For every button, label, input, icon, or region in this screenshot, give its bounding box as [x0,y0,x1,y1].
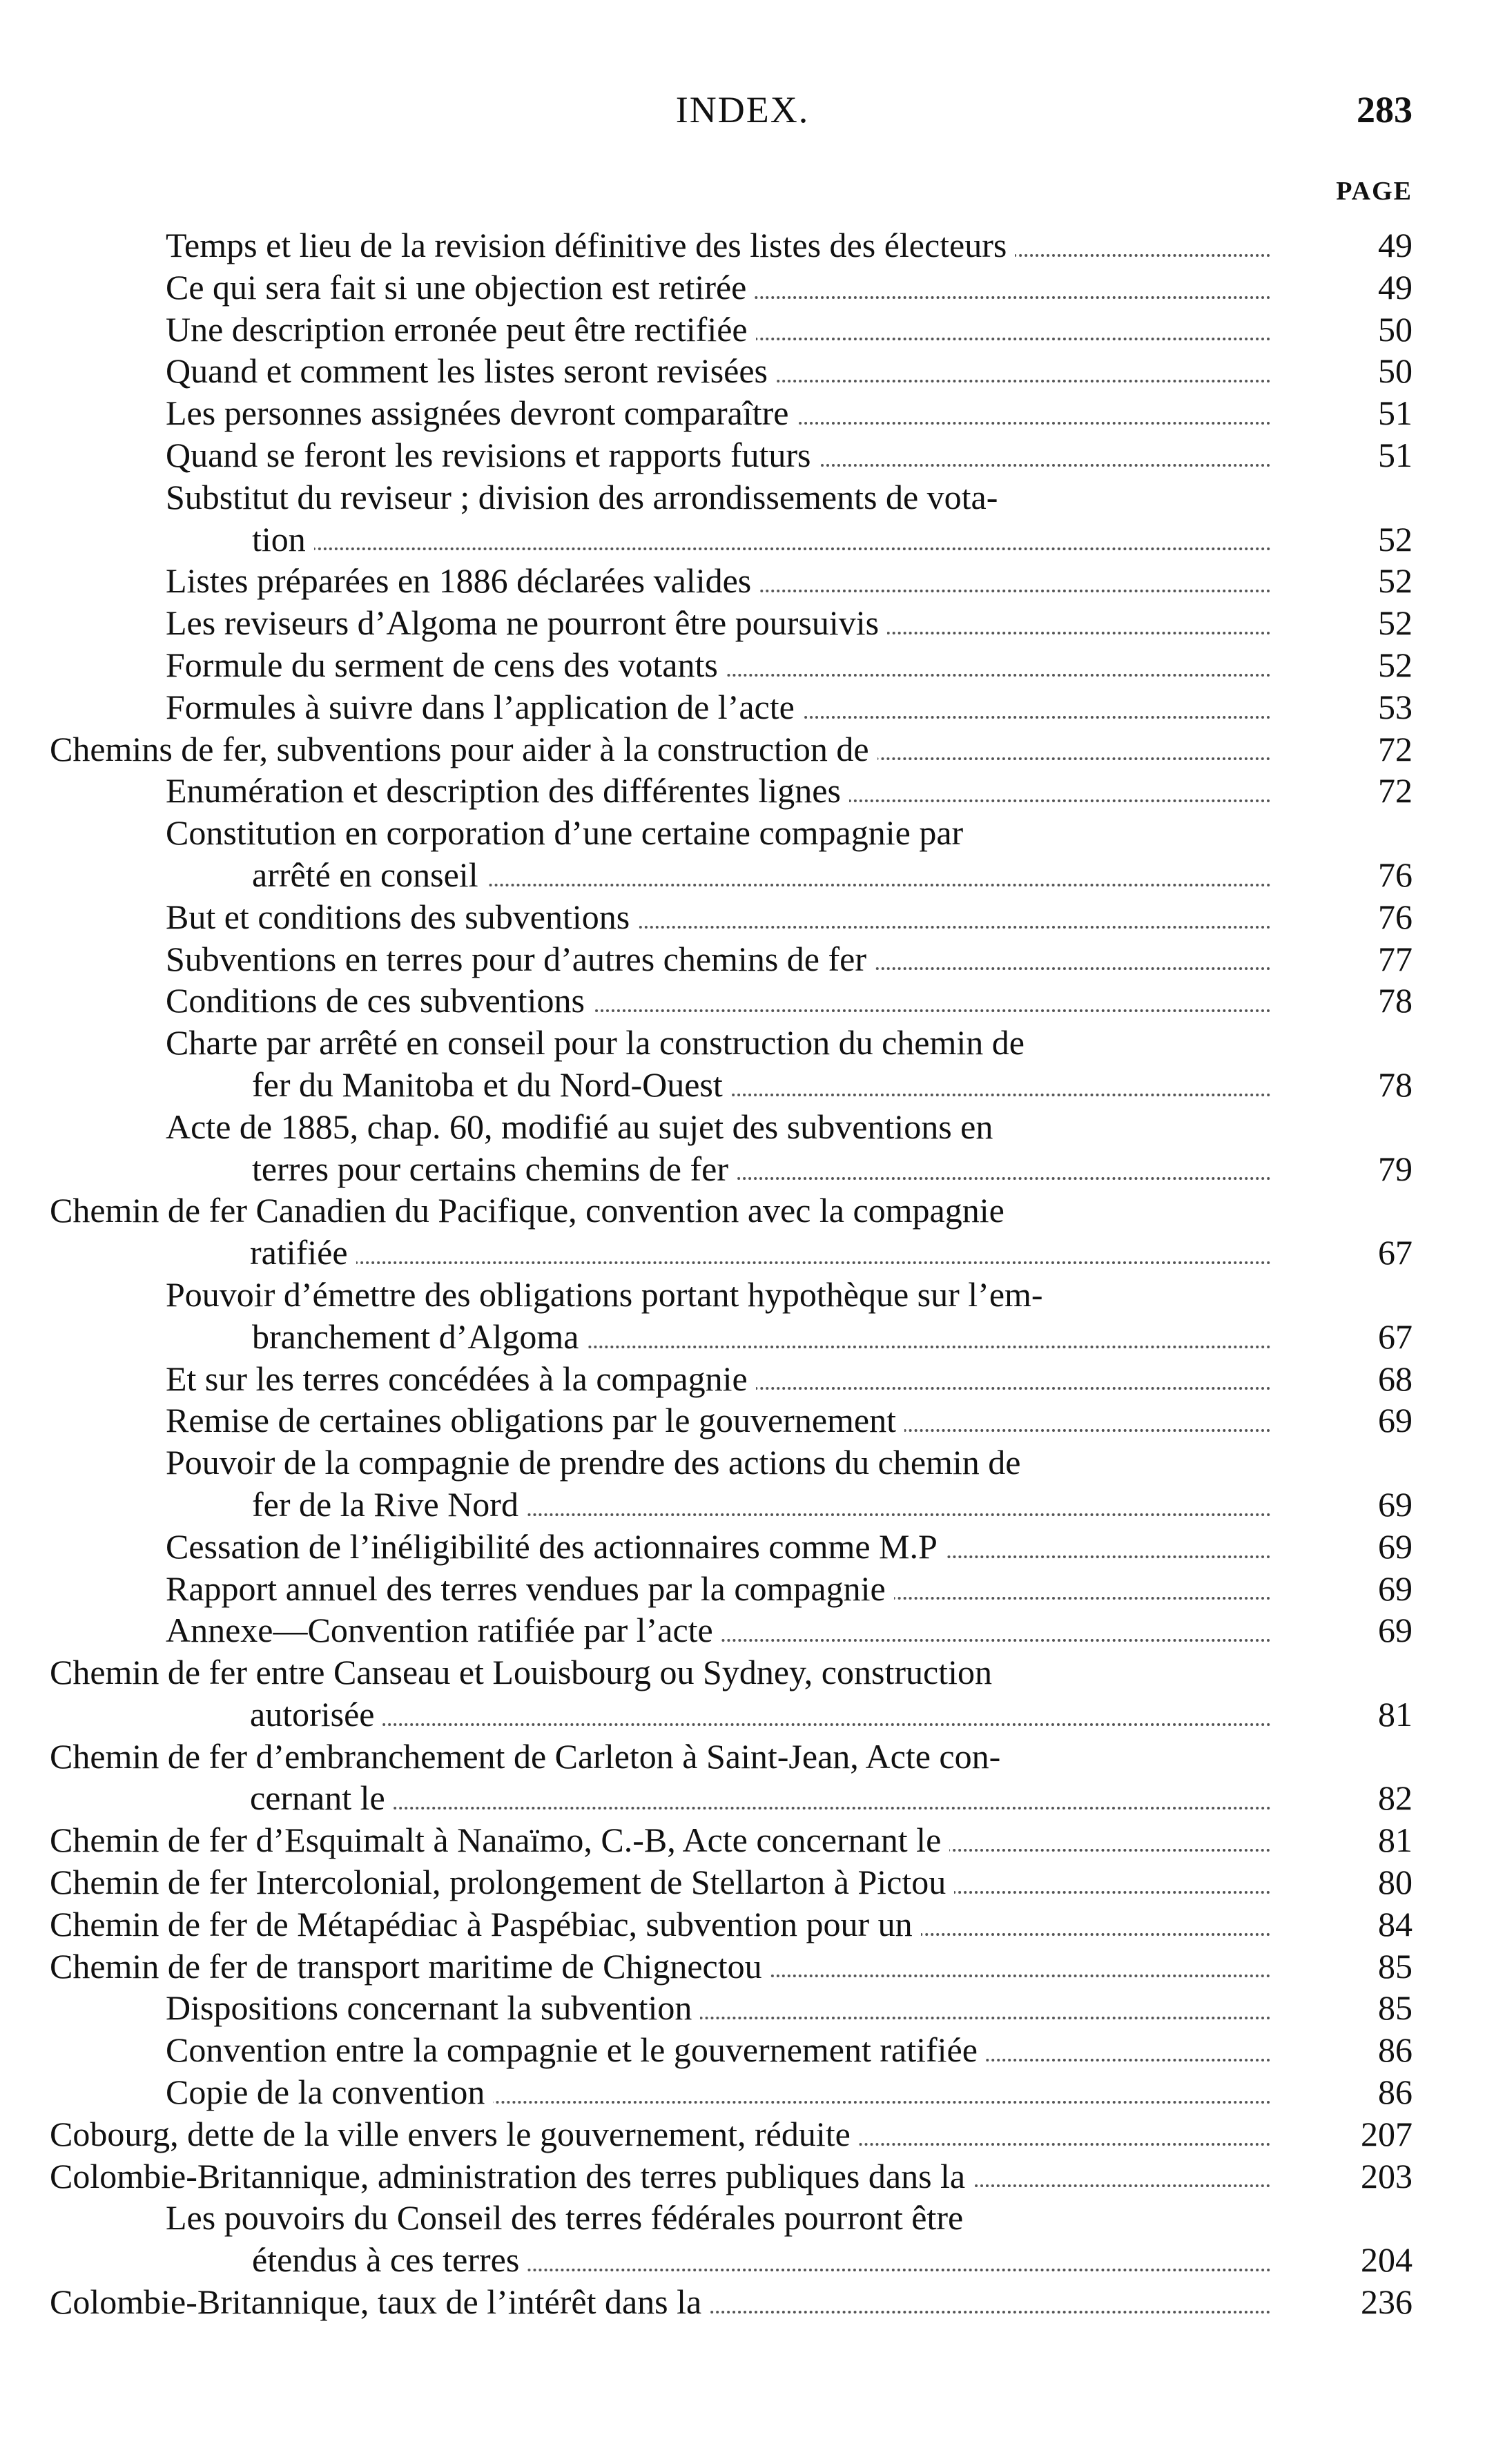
index-entry-line-text: fer de la Rive Nord [252,1485,527,1524]
page-reference: 50 [1378,309,1413,349]
page-reference: 85 [1378,1946,1413,1986]
index-entry-line-text: Convention entre la compagnie et le gouvernement ratifiée [166,2030,986,2069]
index-entry-line [50,1190,1271,1232]
page-reference: 72 [1378,729,1413,768]
index-entry-line-text: fer du Manitoba et du Nord-Ouest [252,1065,731,1104]
page-reference: 68 [1378,1359,1413,1398]
page-reference: 50 [1378,351,1413,391]
index-entry-line [166,2071,1271,2113]
index-entry-line [166,266,1271,309]
index-entry-line-text: Enumération et description des différentes lignes [166,771,849,810]
index-entry-text [166,2029,1292,2071]
page-reference: 51 [1378,435,1413,474]
page-reference: 76 [1378,855,1413,894]
index-entry-line [166,1106,1271,1148]
dot-leader [250,1723,1271,1726]
page-reference: 52 [1378,561,1413,601]
page-reference: 204 [1361,2240,1413,2280]
index-entry-line-text: Remise de certaines obligations par le gouvernement [166,1401,904,1439]
index-entry-line-text: Cessation de l’inéligibilité des actionnaires comme M.P [166,1527,946,1566]
index-entry-text [166,896,1292,938]
index-entry-text [166,309,1292,351]
index-entries [0,224,1485,2323]
index-entry-line [166,309,1271,351]
index-entry-text [166,476,1292,561]
index-entry-text [166,560,1292,602]
index-entry-line-text: Substitut du reviseur ; division des arrondissements de vota- [166,477,998,516]
index-entry-line-text: Une description erronée peut être rectifiée [166,310,756,349]
page-number: 283 [1357,89,1413,130]
index-entry-line [50,1819,1271,1861]
page-reference: 80 [1378,1863,1413,1902]
index-entry-line [166,686,1271,728]
index-entry [0,434,1485,476]
index-entry [0,602,1485,644]
page-title: INDEX. [675,89,810,130]
index-entry-line-text: Chemin de fer d’Esquimalt à Nanaïmo, C.-B, Acte concernant le [50,1821,949,1859]
index-entry-line [166,812,1271,854]
index-entry-line-text: Charte par arrêté en conseil pour la construction du chemin de [166,1023,1025,1063]
index-entry-line-text: étendus à ces terres [252,2240,527,2279]
page-reference: 52 [1378,645,1413,684]
page-reference: 81 [1378,1821,1413,1860]
index-entry [0,728,1485,770]
index-entry-line [50,2113,1271,2155]
index-entry [0,1903,1485,1946]
page-reference: 86 [1378,2073,1413,2112]
index-entry-continuation [252,1148,1271,1190]
index-entry-line [166,1568,1271,1610]
dot-leader [250,1261,1271,1264]
index-entry-continuation [252,1316,1271,1358]
index-entry-line-text: Formule du serment de cens des votants [166,646,726,684]
index-entry-text [166,350,1292,392]
index-entry-continuation [252,1064,1271,1106]
index-entry-text [166,980,1292,1022]
index-entry-line [166,896,1271,938]
index-entry-line [166,938,1271,980]
index-entry-line-text: Formules à suivre dans l’application de l’acte [166,688,803,726]
index-entry-line [166,770,1271,812]
index-entry-line-text: Pouvoir de la compagnie de prendre des actions du chemin de [166,1443,1021,1482]
page-column-header: PAGE [1336,177,1413,206]
index-entry-line-text: Colombie-Britannique, administration des terres publiques dans la [50,2157,973,2195]
index-entry-line-text: Cobourg, dette de la ville envers le gouvernement, réduite [50,2115,859,2153]
index-entry-text [166,434,1292,476]
page-reference: 85 [1378,1988,1413,2028]
index-entry-line [166,350,1271,392]
index-entry-line-text: Chemin de fer Intercolonial, prolongement de Stellarton à Pictou [50,1863,954,1901]
page-reference: 78 [1378,981,1413,1020]
index-entry-line [166,1442,1271,1484]
index-entry-line [166,2197,1271,2239]
index-entry-line-text: terres pour certains chemins de fer [252,1149,737,1188]
index-entry-text [50,2281,1292,2323]
index-entry [0,1399,1485,1442]
index-entry-line-text: arrêté en conseil [252,855,487,894]
index-entry-line-text: Les reviseurs d’Algoma ne pourront être poursuivis [166,603,887,642]
index-entry-line-text: Acte de 1885, chap. 60, modifié au sujet des subventions en [166,1107,993,1146]
index-entry [0,1442,1485,1526]
index-entry [0,1106,1485,1190]
page-reference: 52 [1378,603,1413,643]
index-entry-text [50,1946,1292,1988]
index-entry-continuation [252,1484,1271,1526]
page-reference: 67 [1378,1317,1413,1356]
page-reference: 69 [1378,1569,1413,1608]
page-reference: 69 [1378,1526,1413,1566]
index-entry [0,1651,1485,1736]
index-entry-line-text: Les personnes assignées devront comparaître [166,394,797,432]
page-reference: 77 [1378,939,1413,978]
index-entry-text [166,1442,1292,1526]
index-entry [0,1526,1485,1568]
index-entry [0,392,1485,434]
page-reference: 72 [1378,771,1413,811]
index-entry [0,686,1485,728]
index-entry [0,1819,1485,1861]
index-entry-line-text: Chemin de fer Canadien du Pacifique, convention avec la compagnie [50,1191,1004,1230]
index-entry-line [50,2281,1271,2323]
page-reference: 79 [1378,1149,1413,1188]
index-entry-line-text: Chemin de fer de Métapédiac à Paspébiac, subvention pour un [50,1905,921,1943]
index-entry [0,1568,1485,1610]
index-entry-text [166,1568,1292,1610]
page-reference: 82 [1378,1778,1413,1818]
index-entry-line [166,1358,1271,1400]
page-reference: 86 [1378,2030,1413,2070]
index-entry-text [166,812,1292,896]
index-entry-text [166,644,1292,686]
page-reference: 49 [1378,267,1413,307]
index-entry-line-text: autorisée [250,1695,382,1734]
index-entry-text [166,1987,1292,2029]
index-entry-text [166,1274,1292,1358]
index-entry-line [166,2029,1271,2071]
page-reference: 84 [1378,1904,1413,1943]
index-entry-line [166,1987,1271,2029]
index-entry-text [50,1819,1292,1861]
index-entry [0,644,1485,686]
page-reference: 76 [1378,897,1413,936]
page-reference: 51 [1378,394,1413,433]
index-entry-line [50,728,1271,770]
index-entry-text [166,392,1292,434]
index-entry-line [166,602,1271,644]
index-entry-line-text: ratifiée [250,1233,356,1272]
index-entry-line [50,1861,1271,1903]
index-entry-text [50,1861,1292,1903]
index-entry [0,770,1485,812]
page-reference: 69 [1378,1484,1413,1524]
index-entry-line [166,560,1271,602]
index-entry [0,812,1485,896]
index-entry-line-text: Et sur les terres concédées à la compagnie [166,1359,756,1398]
index-entry [0,980,1485,1022]
index-entry-text [166,938,1292,980]
index-entry-continuation [252,2239,1271,2281]
index-entry-text [166,266,1292,309]
page-reference: 69 [1378,1401,1413,1440]
page-reference: 81 [1378,1694,1413,1734]
index-entry-continuation [250,1777,1271,1819]
index-entry-text [50,2155,1292,2198]
index-entry-continuation [252,854,1271,896]
page-reference: 69 [1378,1611,1413,1650]
page-reference: 207 [1361,2114,1413,2153]
page-reference: 52 [1378,519,1413,559]
page-reference: 49 [1378,226,1413,264]
index-entry-text [166,770,1292,812]
index-entry-line-text: Les pouvoirs du Conseil des terres fédérales pourront être [166,2198,964,2238]
index-entry-line [166,1609,1271,1651]
index-entry-text [166,1399,1292,1442]
index-entry-line [50,1651,1271,1694]
index-entry-line [50,2155,1271,2198]
index-entry-line [166,392,1271,434]
index-entry [0,476,1485,561]
index-entry-line-text: cernant le [250,1778,394,1817]
index-entry [0,1358,1485,1400]
index-entry-line-text: Listes préparées en 1886 déclarées valides [166,561,759,600]
index-entry-line-text: Ce qui sera fait si une objection est retirée [166,268,755,307]
index-entry-line-text: Chemins de fer, subventions pour aider à la construction de [50,730,877,768]
index-entry-line [166,476,1271,518]
dot-leader [252,547,1271,550]
index-entry [0,938,1485,980]
index-entry [0,560,1485,602]
index-entry-line-text: branchement d’Algoma [252,1317,587,1356]
index-entry-line [166,1526,1271,1568]
index-entry-line-text: Chemin de fer d’embranchement de Carleton à Saint-Jean, Acte con- [50,1736,1001,1776]
index-entry-continuation [250,1232,1271,1274]
index-entry-text [50,2113,1292,2155]
index-entry [0,309,1485,351]
index-entry [0,1022,1485,1106]
index-entry [0,2155,1485,2198]
index-entry-continuation [250,1694,1271,1736]
index-entry-line-text: Quand et comment les listes seront revisées [166,351,776,390]
index-entry-line [166,1399,1271,1442]
index-entry-line-text: Pouvoir d’émettre des obligations portant hypothèque sur l’em- [166,1274,1043,1314]
index-entry [0,2281,1485,2323]
index-entry-line-text: Conditions de ces subventions [166,981,593,1020]
page-reference: 78 [1378,1065,1413,1104]
index-entry-line [50,1946,1271,1988]
index-entry-line-text: Temps et lieu de la revision définitive des listes des électeurs [166,226,1015,264]
index-entry [0,1946,1485,1988]
index-entry-line [166,1022,1271,1064]
index-entry-line-text: Dispositions concernant la subvention [166,1988,700,2027]
index-entry-text [50,1190,1292,1274]
index-entry-text [166,1526,1292,1568]
index-entry-line-text: Colombie-Britannique, taux de l’intérêt dans la [50,2282,710,2321]
index-entry-line [166,1274,1271,1316]
index-entry-line [50,1903,1271,1946]
index-entry [0,896,1485,938]
index-entry-line-text: But et conditions des subventions [166,898,638,936]
index-entry-text [166,602,1292,644]
index-entry [0,1274,1485,1358]
index-entry [0,266,1485,309]
index-entry [0,224,1485,266]
index-entry-text [166,224,1292,266]
index-entry-text [50,1903,1292,1946]
index-entry-text [50,1736,1292,1820]
index-entry-text [166,2197,1292,2281]
index-entry-line-text: Chemin de fer de transport maritime de Chignectou [50,1947,770,1986]
index-entry [0,1736,1485,1820]
page-reference: 67 [1378,1233,1413,1272]
index-entry-line-text: Copie de la convention [166,2073,493,2111]
index-entry [0,1190,1485,1274]
page-reference: 53 [1378,687,1413,726]
index-entry-line-text: Quand se feront les revisions et rapports futurs [166,436,819,474]
index-entry [0,1609,1485,1651]
index-entry-text [50,1651,1292,1736]
dot-leader [250,1807,1271,1810]
index-entry-line-text: Rapport annuel des terres vendues par la compagnie [166,1569,894,1608]
index-entry [0,1861,1485,1903]
index-entry-line-text: Constitution en corporation d’une certaine compagnie par [166,813,964,853]
index-entry-line-text: Annexe—Convention ratifiée par l’acte [166,1611,721,1649]
index-entry [0,350,1485,392]
index-entry-text [166,1106,1292,1190]
index-entry [0,2071,1485,2113]
index-entry-line-text: Chemin de fer entre Canseau et Louisbourg ou Sydney, construction [50,1653,992,1692]
index-entry [0,1987,1485,2029]
page-reference: 203 [1361,2156,1413,2195]
index-entry-line-text: tion [252,520,314,559]
index-entry-line [166,644,1271,686]
index-entry [0,2197,1485,2281]
index-entry-continuation [252,518,1271,561]
index-entry-line-text: Subventions en terres pour d’autres chemins de fer [166,940,875,978]
index-entry-text [50,728,1292,770]
index-entry-text [166,1358,1292,1400]
index-entry-line [166,980,1271,1022]
index-entry-text [166,1022,1292,1106]
running-head [0,83,1485,138]
index-entry-text [166,2071,1292,2113]
index-entry-line [50,1736,1271,1778]
index-entry-line [166,434,1271,476]
index-entry [0,2113,1485,2155]
index-entry-text [166,1609,1292,1651]
page-reference: 236 [1361,2282,1413,2322]
index-entry [0,2029,1485,2071]
index-entry-line [166,224,1271,266]
index-entry-text [166,686,1292,728]
